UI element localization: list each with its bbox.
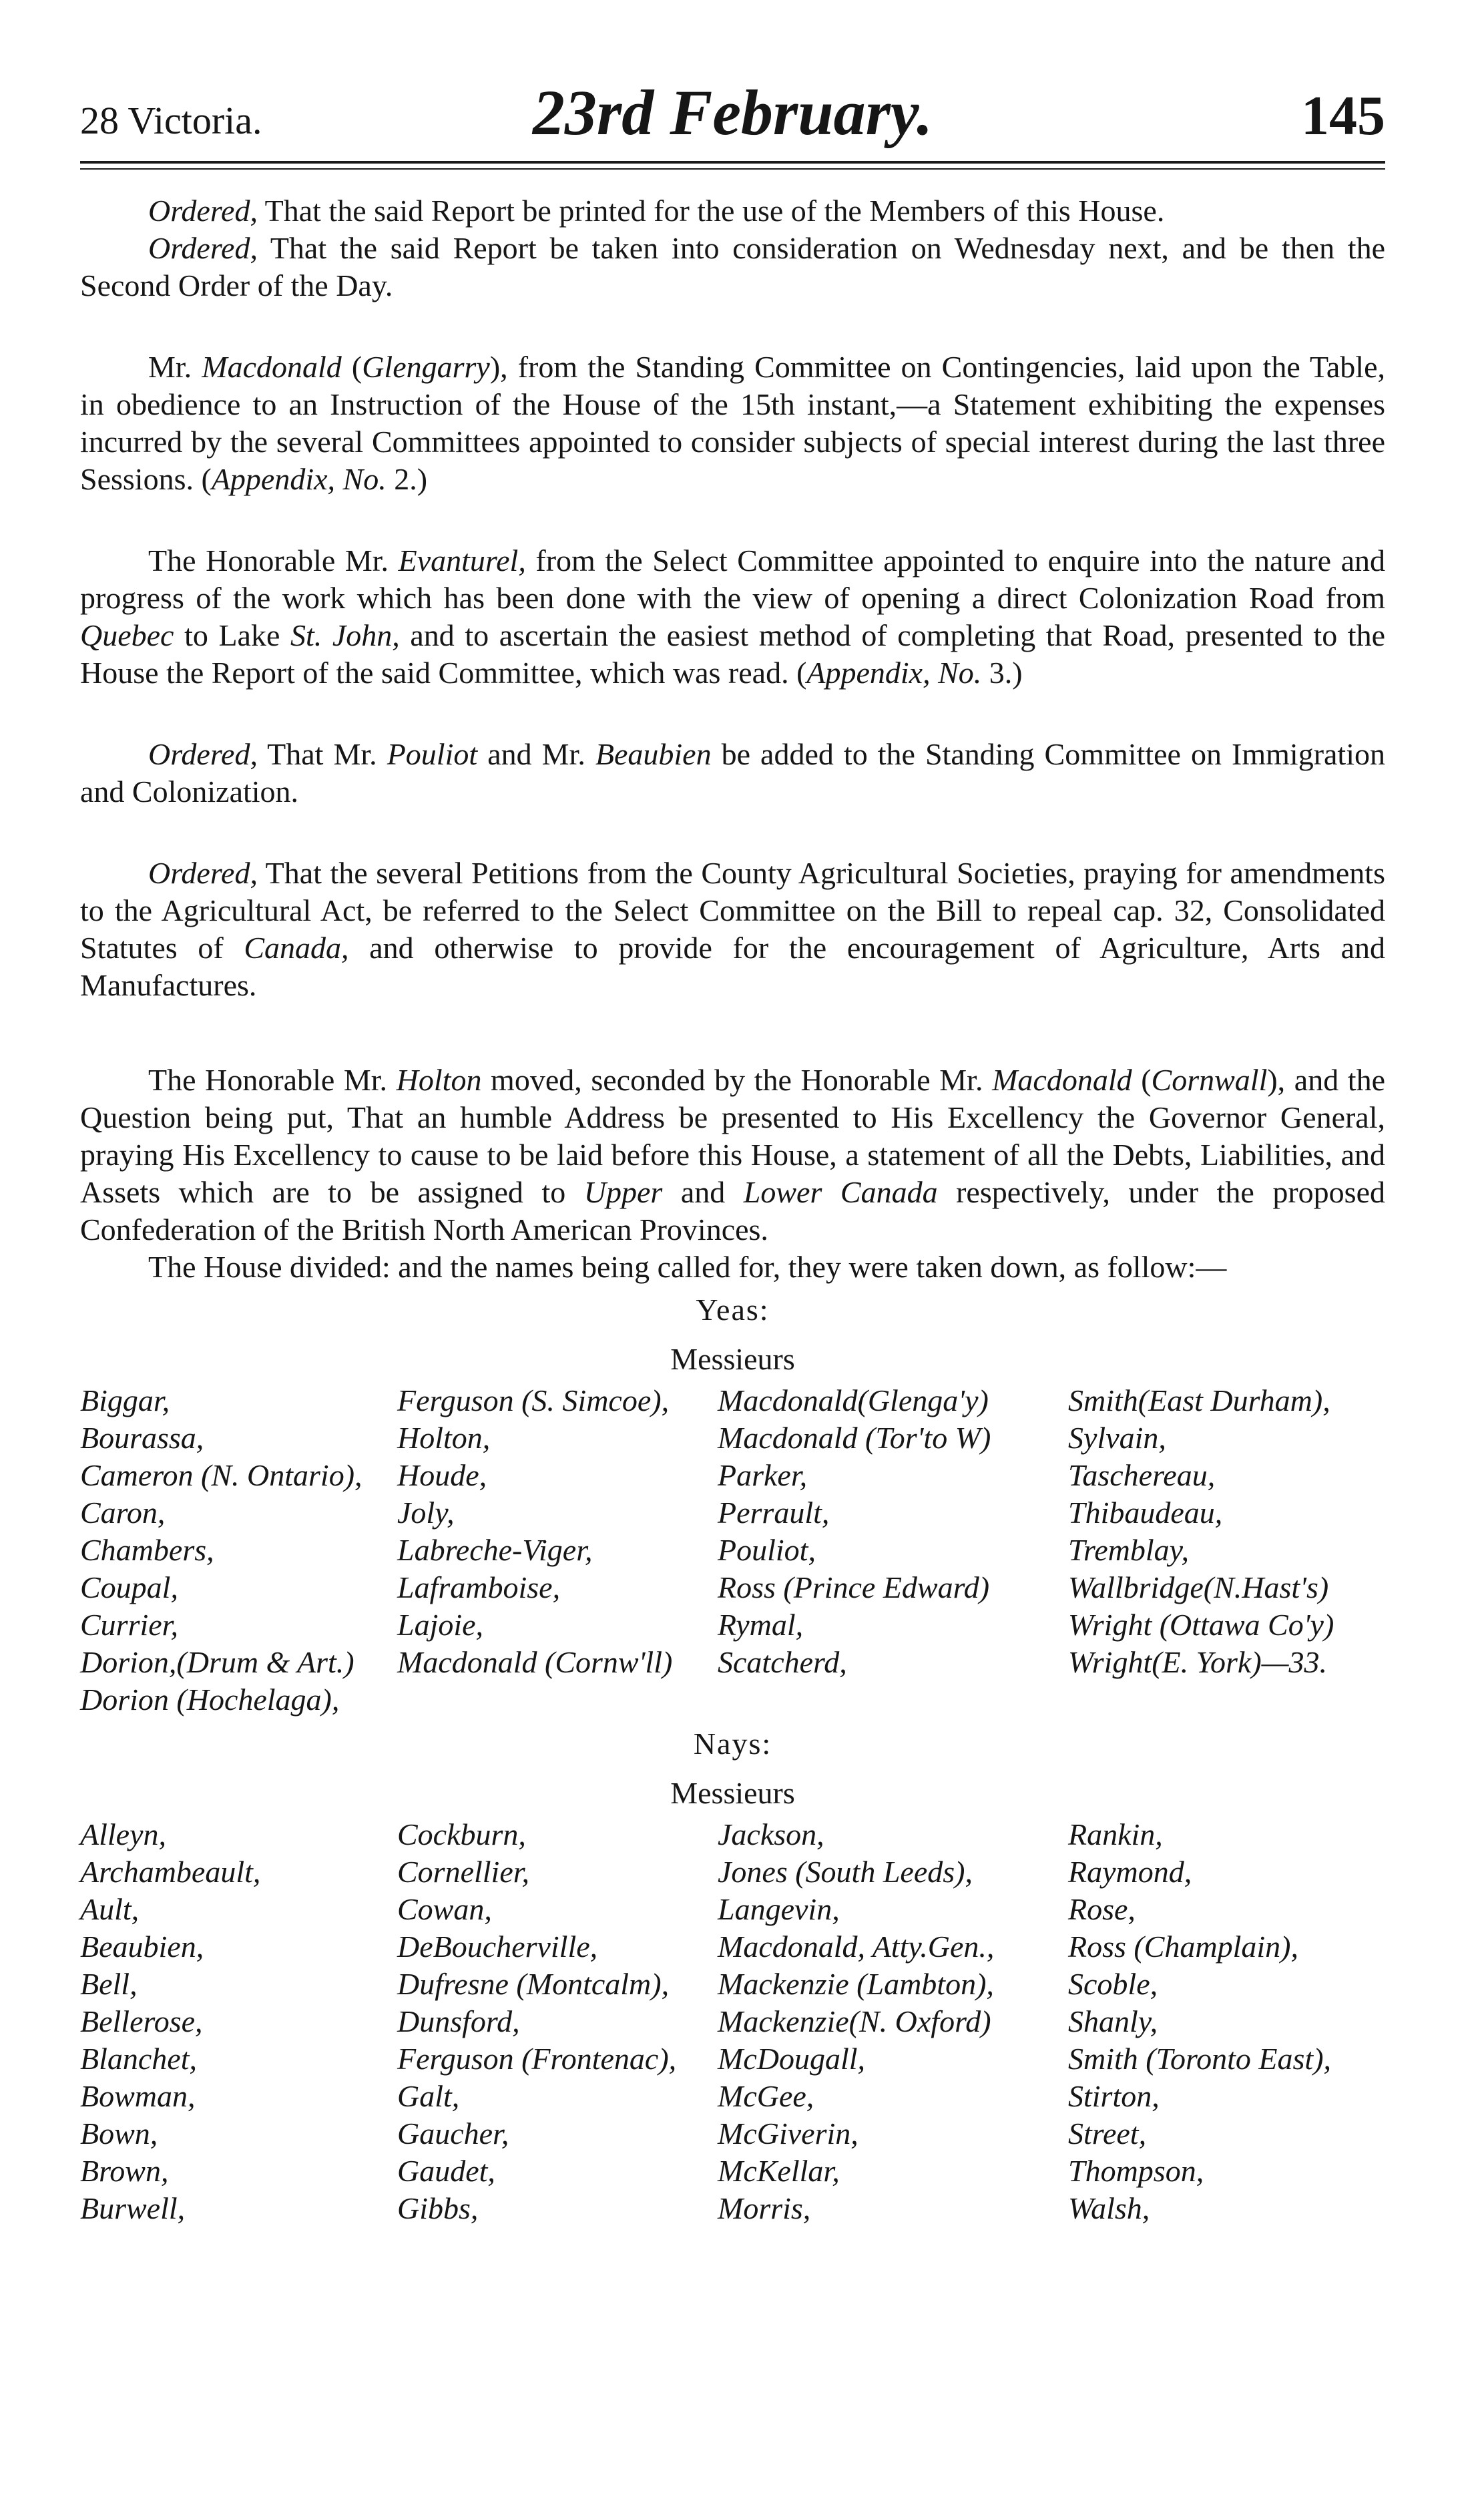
member-name: Thibaudeau, [1068,1496,1223,1530]
member-name: DeBoucherville, [397,1930,598,1964]
member-name: Morris, [718,2191,811,2225]
member-name: Brown, [80,2154,169,2188]
member-name: Cockburn, [397,1817,526,1851]
member-name: Gaudet, [397,2154,495,2188]
header-rule-secondary [80,168,1385,170]
member-name: Scatcherd, [718,1645,847,1679]
page-number: 145 [1301,85,1385,147]
member-name: Biggar, [80,1383,170,1417]
paragraph-ordered-print: Ordered, That the said Report be printed for the use of the Members of this House. [148,194,1165,228]
member-name: Rymal, [718,1608,804,1642]
member-name [397,1681,718,1719]
paragraph-colonization-road: The Honorable Mr. Evanturel, from the Select Committee appointed to enquire into the nature and progress of the work which has been done with the view of opening a direct Colonization Road from Quebec to Lake St. John, and to ascertain the easiest method of completing that Road, presented to the House the Report of the said Committee, which was read. (Appendix, No. 3.) [80,543,1386,690]
paragraph-agricultural-petitions: Ordered, That the several Petitions from the County Agricultural Societies, praying for amendments to the Agricultural Act, be referred to the Select Committee on the Bill to repeal cap. 32, Consolidated Statutes of Canada, and otherwise to provide for the encouragement of Agriculture, Arts and Manufactures. [80,856,1385,1002]
member-name: Pouliot, [718,1533,816,1567]
member-name: Stirton, [1068,2079,1160,2113]
yeas-name-list [80,1382,1385,1719]
member-name [718,1681,1068,1719]
member-name: Wright (Ottawa Co'y) [1068,1608,1334,1642]
member-name: Ross (Prince Edward) [718,1570,990,1604]
member-name: Tremblay, [1068,1533,1190,1567]
member-name: Street, [1068,2116,1147,2150]
member-name: Rankin, [1068,1817,1163,1851]
yeas-label: Yeas: [696,1293,770,1327]
member-name: McDougall, [718,2042,866,2076]
member-name: Holton, [397,1421,491,1455]
paragraph-holton-motion: The Honorable Mr. Holton moved, seconded by the Honorable Mr. Macdonald (Cornwall), and the Question being put, That an humble Address be presented to His Excellency the Governor General, praying His Excellency to cause to be laid before this House, a statement of all the Debts, Liabilities, and Assets which are to be assigned to Upper and Lower Canada respectively, under the proposed Confederation of the British North American Provinces. [80,1063,1386,1246]
member-name: Jackson, [718,1817,824,1851]
member-name: Ferguson (S. Simcoe), [397,1383,670,1417]
member-name: Shanly, [1068,2004,1158,2038]
member-name: McGee, [718,2079,814,2113]
member-name: Galt, [397,2079,460,2113]
member-name: Currier, [80,1608,178,1642]
nays-name-list [80,1816,1385,2227]
member-name: Mackenzie (Lambton), [718,1967,994,2001]
date-heading: 23rd February. [532,77,933,148]
member-name: Dufresne (Montcalm), [397,1967,670,2001]
member-name: Gaucher, [397,2116,509,2150]
paragraph-division: The House divided: and the names being called for, they were taken down, as follow:— [148,1250,1227,1284]
document-page [80,63,1385,2227]
header-rule [80,161,1385,164]
paragraph-contingencies: Mr. Macdonald (Glengarry), from the Standing Committee on Contingencies, laid upon the Table, in obedience to an Instruction of the House of the 15th instant,—a Statement exhibiting the expenses incurred by the several Committees appointed to consider subjects of special interest during the last three Sessions. (Appendix, No. 2.) [80,350,1385,496]
member-name: Labreche-Viger, [397,1533,593,1567]
member-name: Houde, [397,1458,487,1492]
member-name: Chambers, [80,1533,214,1567]
member-name: Cornellier, [397,1855,530,1889]
member-name: Lajoie, [397,1608,484,1642]
member-name: Smith (Toronto East), [1068,2042,1332,2076]
member-name: Macdonald(Glenga'y) [718,1383,989,1417]
nays-label: Nays: [693,1727,772,1761]
member-name: Scoble, [1068,1967,1158,2001]
page-header [80,63,1385,157]
member-name: Walsh, [1068,2191,1150,2225]
member-name: Dorion,(Drum & Art.) [80,1645,354,1679]
member-name: Rose, [1068,1892,1136,1926]
paragraph-ordered-consideration: Ordered, That the said Report be taken into consideration on Wednesday next, and be then the Second Order of the Day. [80,231,1385,302]
member-name: Dunsford, [397,2004,520,2038]
member-name: Ross (Champlain), [1068,1930,1298,1964]
member-name: Macdonald, Atty.Gen., [718,1930,995,1964]
member-name: Sylvain, [1068,1421,1166,1455]
member-name: Perrault, [718,1496,830,1530]
member-name: Macdonald (Cornw'll) [397,1645,673,1679]
member-name: Blanchet, [80,2042,197,2076]
member-name: Bourassa, [80,1421,204,1455]
member-name: Macdonald (Tor'to W) [718,1421,991,1455]
member-name: Burwell, [80,2191,186,2225]
member-name: Bown, [80,2116,158,2150]
member-name: Wallbridge(N.Hast's) [1068,1570,1329,1604]
member-name: Langevin, [718,1892,840,1926]
member-name: Jones (South Leeds), [718,1855,973,1889]
member-name: Mackenzie(N. Oxford) [718,2004,991,2038]
member-name: Bowman, [80,2079,196,2113]
member-name: Dorion (Hochelaga), [80,1682,340,1717]
member-name: McGiverin, [718,2116,858,2150]
nays-messieurs: Messieurs [670,1776,795,1810]
member-name: Caron, [80,1496,166,1530]
member-name: Archambeault, [80,1855,261,1889]
member-name: Laframboise, [397,1570,561,1604]
member-name: McKellar, [718,2154,840,2188]
member-name: Cameron (N. Ontario), [80,1458,362,1492]
member-name [1068,1681,1385,1719]
member-name: Thompson, [1068,2154,1204,2188]
member-name: Ferguson (Frontenac), [397,2042,677,2076]
member-name: Coupal, [80,1570,178,1604]
member-name: Joly, [397,1496,455,1530]
member-name: Ault, [80,1892,140,1926]
session-label: 28 Victoria. [80,99,262,142]
member-name: Alleyn, [80,1817,166,1851]
member-name: Smith(East Durham), [1068,1383,1330,1417]
member-name: Gibbs, [397,2191,479,2225]
member-name: Taschereau, [1068,1458,1216,1492]
member-name: Wright(E. York)—33. [1068,1645,1328,1679]
member-name: Bellerose, [80,2004,203,2038]
member-name: Bell, [80,1967,138,2001]
paragraph-immigration-committee: Ordered, That Mr. Pouliot and Mr. Beaubien be added to the Standing Committee on Immigration and Colonization. [80,737,1385,809]
member-name: Parker, [718,1458,808,1492]
member-name: Beaubien, [80,1930,204,1964]
yeas-messieurs: Messieurs [670,1342,795,1376]
member-name: Cowan, [397,1892,492,1926]
member-name: Raymond, [1068,1855,1192,1889]
